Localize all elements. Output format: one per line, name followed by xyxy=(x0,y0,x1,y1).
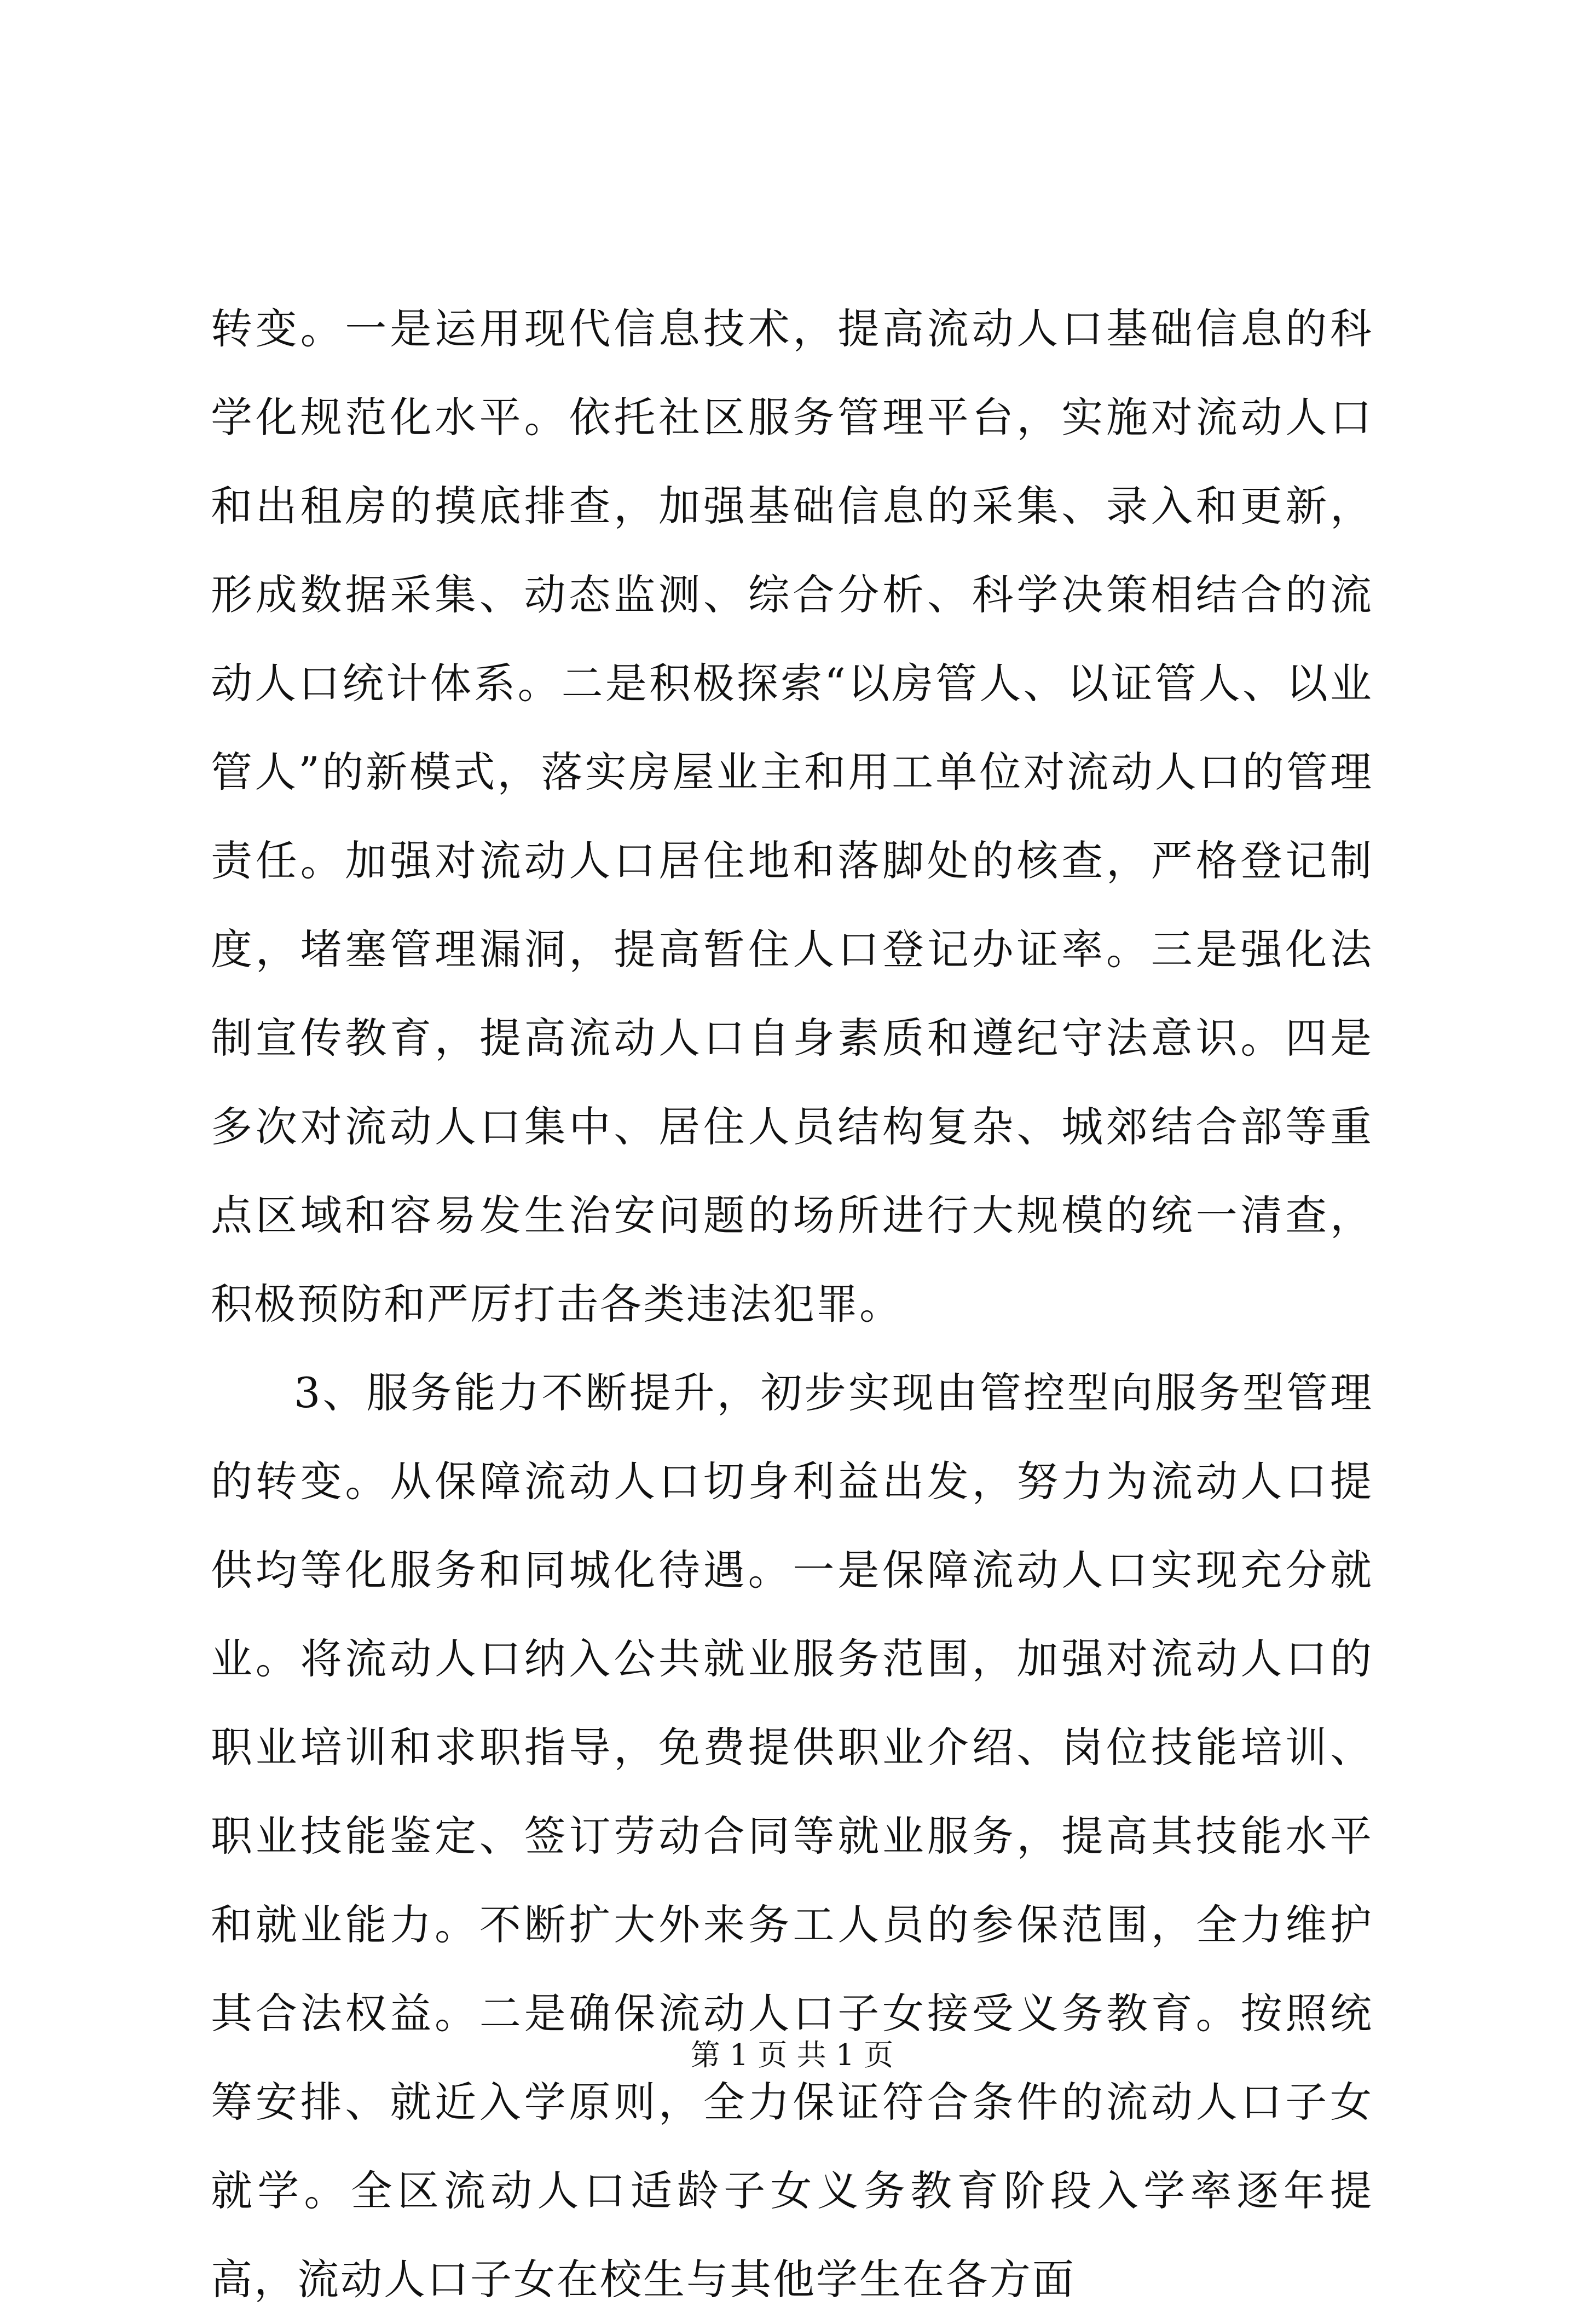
document-body xyxy=(211,285,1373,2324)
paragraph-continued: 转变。一是运用现代信息技术，提高流动人口基础信息的科学化规范化水平。依托社区服务管理平台，实施对流动人口和出租房的摸底排查，加强基础信息的采集、录入和更新，形成数据采集、动态监测、综合分析、科学决策相结合的流动人口统计体系。二是积极探索“以房管人、以证管人、以业管人”的新模式，落实房屋业主和用工单位对流动人口的管理责任。加强对流动人口居住地和落脚处的核查，严格登记制度，堵塞管理漏洞，提高暂住人口登记办证率。三是强化法制宣传教育，提高流动人口自身素质和遵纪守法意识。四是多次对流动人口集中、居住人员结构复杂、城郊结合部等重点区域和容易发生治安问题的场所进行大规模的统一清查，积极预防和严厉打击各类违法犯罪。 xyxy=(211,304,1373,1328)
page-footer: 第 1 页 共 1 页 xyxy=(690,2038,894,2072)
paragraph-service-capacity: 3、服务能力不断提升，初步实现由管控型向服务型管理的转变。从保障流动人口切身利益出发，努力为流动人口提供均等化服务和同城化待遇。一是保障流动人口实现充分就业。将流动人口纳入公共就业服务范围，加强对流动人口的职业培训和求职指导，免费提供职业介绍、岗位技能培训、职业技能鉴定、签订劳动合同等就业服务，提高其技能水平和就业能力。不断扩大外来务工人员的参保范围，全力维护其合法权益。二是确保流动人口子女接受义务教育。按照统筹安排、就近入学原则，全力保证符合条件的流动人口子女就学。全区流动人口适龄子女义务教育阶段入学率逐年提高，流动人口子女在校生与其他学生在各方面 xyxy=(211,1368,1373,2304)
